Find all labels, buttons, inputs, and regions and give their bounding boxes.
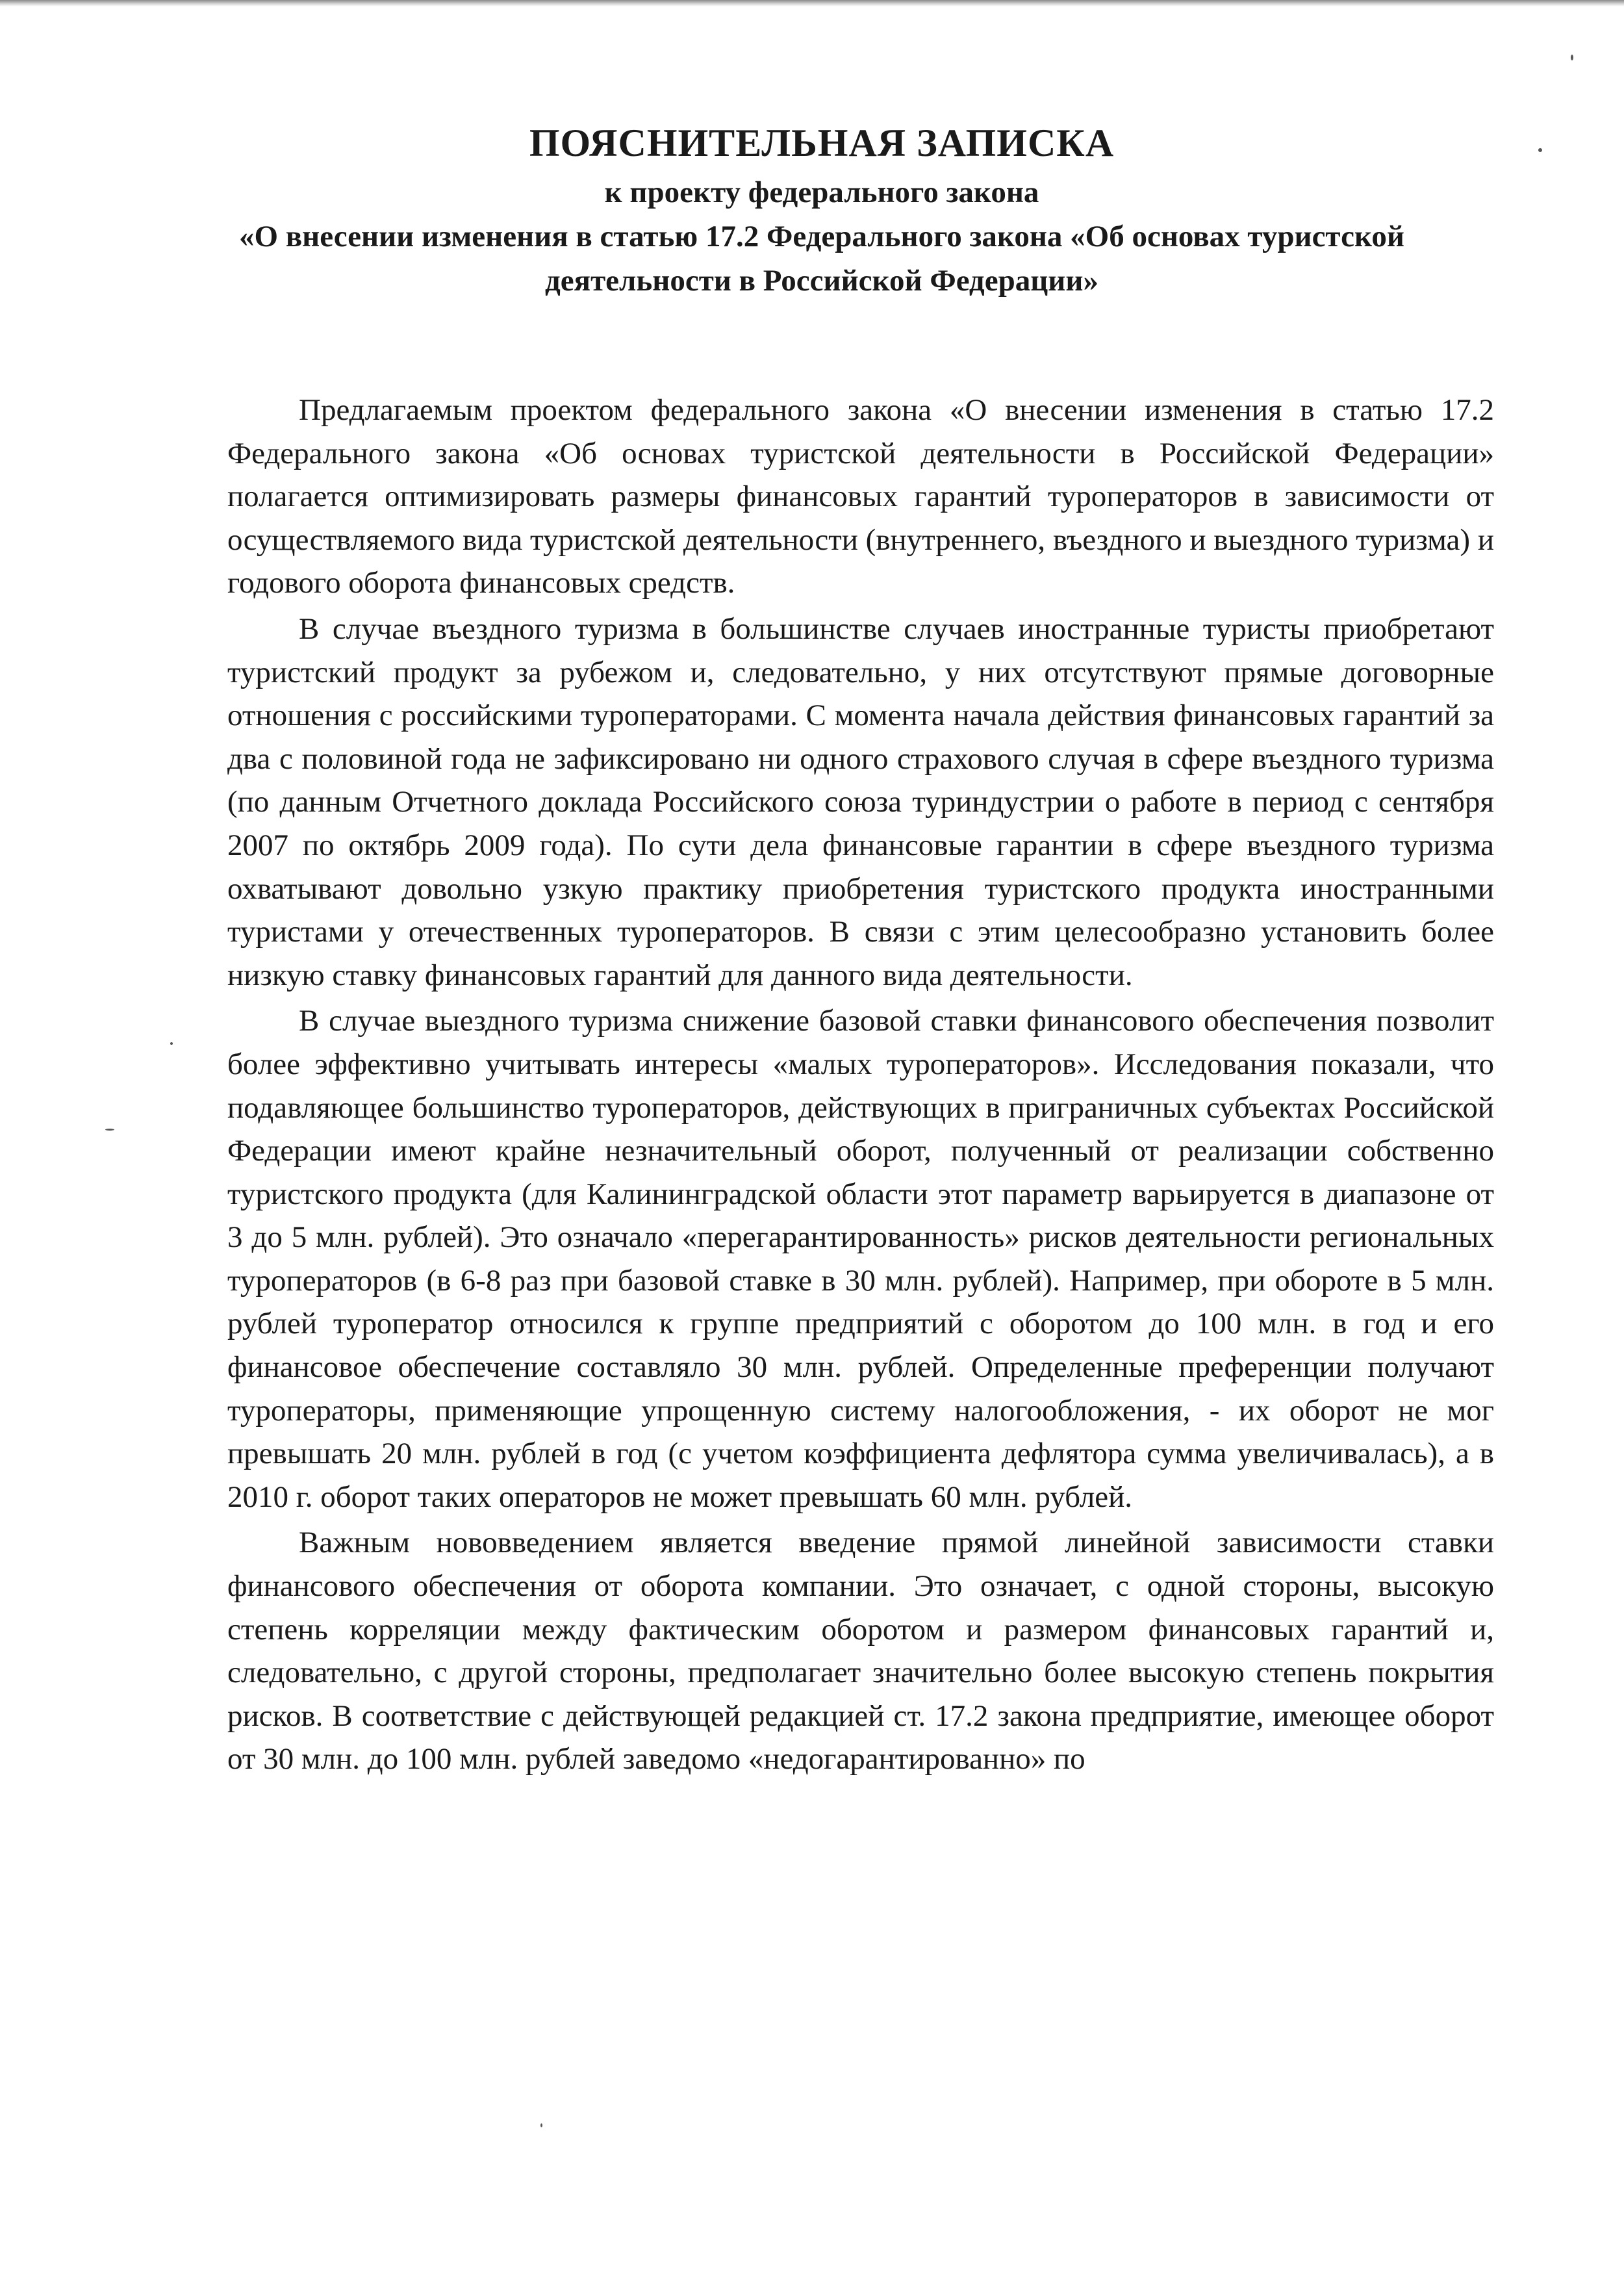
scan-speck: [105, 1129, 114, 1131]
document-header: [208, 116, 1436, 303]
paragraph: Предлагаемым проектом федерального закона «О внесении изменения в статью 17.2 Федерального закона «Об основах туристской деятельности в Российской Федерации» полагается оптимизировать размеры финансовых гарантий туроператоров в зависимости от осуществляемого вида туристской деятельности (внутреннего, въездного и выездного туризма) и годового оборота финансовых средств.: [227, 393, 1494, 600]
document-subtitle: к проекту федерального закона: [604, 175, 1039, 209]
document-title: ПОЯСНИТЕЛЬНАЯ ЗАПИСКА: [529, 122, 1115, 164]
paragraph: Важным нововведением является введение прямой линейной зависимости ставки финансового обеспечения от оборота компании. Это означает, с одной стороны, высокую степень корреляции между фактическим оборотом и размером финансовых гарантий и, следовательно, с другой стороны, предполагает значительно более высокую степень покрытия рисков. В соответствие с действующей редакцией ст. 17.2 закона предприятие, имеющее оборот от 30 млн. до 100 млн. рублей заведомо «недогарантированно» по: [227, 1526, 1494, 1776]
scan-speck: [170, 1042, 173, 1045]
paragraph: В случае въездного туризма в большинстве случаев иностранные туристы приобретают туристский продукт за рубежом и, следовательно, у них отсутствуют прямые договорные отношения с российскими туроператорами. С момента начала действия финансовых гарантий за два с половиной года не зафиксировано ни одного страхового случая в сфере въездного туризма (по данным Отчетного доклада Российского союза туриндустрии о работе в период с сентября 2007 по октябрь 2009 года). По сути дела финансовые гарантии в сфере въездного туризма охватывают довольно узкую практику приобретения туристского продукта иностранными туристами у отечественных туроператоров. В связи с этим целесообразно установить более низкую ставку финансовых гарантий для данного вида деятельности.: [227, 611, 1494, 992]
paragraph: В случае выездного туризма снижение базовой ставки финансового обеспечения позволит более эффективно учитывать интересы «малых туроператоров». Исследования показали, что подавляющее большинство туроператоров, действующих в приграничных субъектах Российской Федерации имеют крайне незначительный оборот, полученный от реализации собственно туристского продукта (для Калининградской области этот параметр варьируется в диапазоне от 3 до 5 млн. рублей). Это означало «перегарантированность» рисков деятельности региональных туроператоров (в 6-8 раз при базовой ставке в 30 млн. рублей). Например, при обороте в 5 млн. рублей туроператор относился к группе предприятий с оборотом до 100 млн. в год и его финансовое обеспечение составляло 30 млн. рублей. Определенные преференции получают туроператоры, применяющие упрощенную систему налогообложения, - их оборот не мог превышать 20 млн. рублей в год (с учетом коэффициента дефлятора сумма увеличивалась), а в 2010 г. оборот таких операторов не может превышать 60 млн. рублей.: [227, 1004, 1494, 1514]
bill-name: «О внесении изменения в статью 17.2 Федерального закона «Об основах туристской деятельности в Российской Федерации»: [238, 220, 1404, 298]
scan-edge: [0, 0, 1624, 6]
scan-speck: [1571, 55, 1573, 60]
scan-speck: [1538, 148, 1542, 152]
scan-speck: [540, 2123, 542, 2127]
document-body: [227, 389, 1494, 1781]
